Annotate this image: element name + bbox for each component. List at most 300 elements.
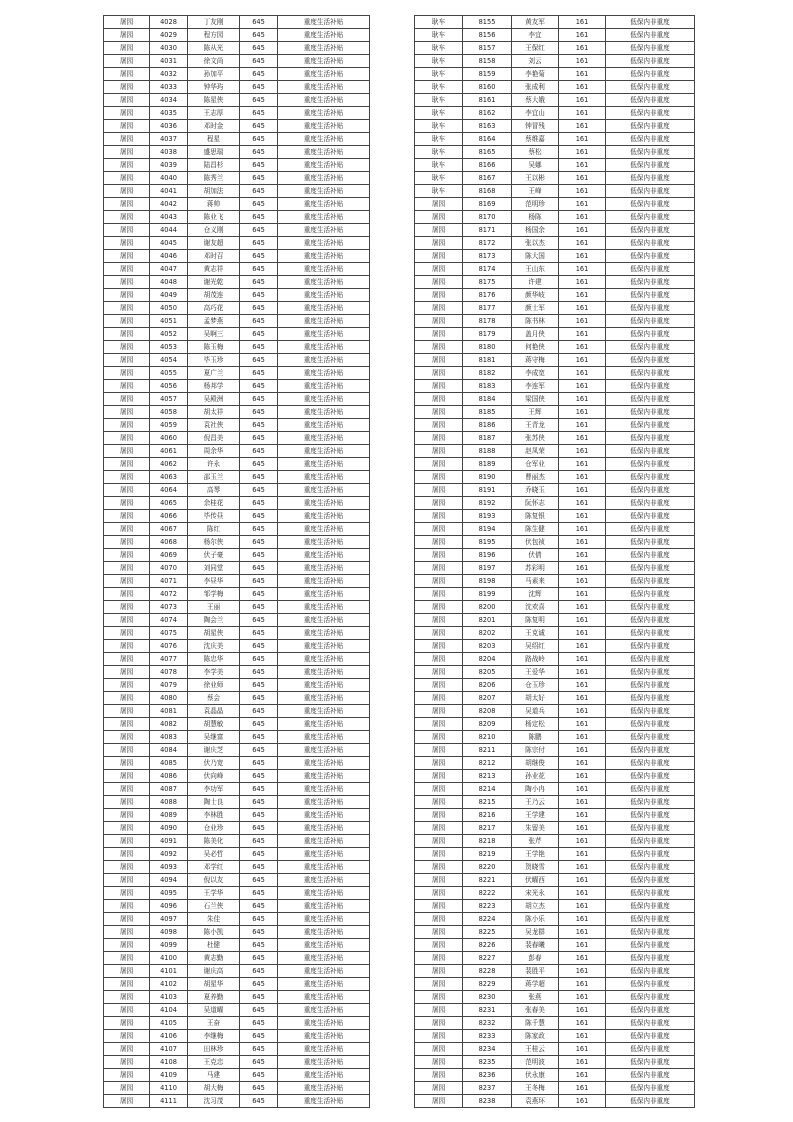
serial-cell: 4032 [150, 68, 188, 81]
serial-cell: 8182 [463, 367, 512, 380]
amount-cell: 645 [240, 848, 278, 861]
name-cell: 余桂花 [188, 497, 240, 510]
town-cell: 屠园 [415, 939, 463, 952]
name-cell: 仓义刚 [188, 224, 240, 237]
table-row [415, 666, 695, 679]
amount-cell: 645 [240, 796, 278, 809]
name-cell: 王青龙 [512, 419, 559, 432]
amount-cell: 161 [559, 211, 606, 224]
serial-cell: 8172 [463, 237, 512, 250]
serial-cell: 8197 [463, 562, 512, 575]
name-cell: 蔡松 [512, 146, 559, 159]
amount-cell: 645 [240, 81, 278, 94]
serial-cell: 4052 [150, 328, 188, 341]
category-cell: 低保内非重度 [606, 1069, 695, 1082]
table-row [104, 913, 370, 926]
category-cell: 重度生活补贴 [278, 783, 370, 796]
table-row [104, 29, 370, 42]
serial-cell: 4031 [150, 55, 188, 68]
serial-cell: 8229 [463, 978, 512, 991]
name-cell: 李继梅 [188, 1030, 240, 1043]
category-cell: 重度生活补贴 [278, 419, 370, 432]
name-cell: 张芹 [512, 835, 559, 848]
amount-cell: 161 [559, 640, 606, 653]
serial-cell: 4081 [150, 705, 188, 718]
name-cell: 刘云 [512, 55, 559, 68]
amount-cell: 645 [240, 484, 278, 497]
serial-cell: 8207 [463, 692, 512, 705]
serial-cell: 8168 [463, 185, 512, 198]
town-cell: 屠园 [104, 198, 150, 211]
name-cell: 杨陈 [512, 211, 559, 224]
table-row [415, 1069, 695, 1082]
town-cell: 屠园 [415, 328, 463, 341]
table-row [415, 419, 695, 432]
town-cell: 屠园 [104, 94, 150, 107]
table-row [415, 536, 695, 549]
amount-cell: 645 [240, 965, 278, 978]
category-cell: 重度生活补贴 [278, 172, 370, 185]
category-cell: 重度生活补贴 [278, 744, 370, 757]
category-cell: 重度生活补贴 [278, 471, 370, 484]
category-cell: 重度生活补贴 [278, 731, 370, 744]
category-cell: 低保内非重度 [606, 809, 695, 822]
town-cell: 屠园 [415, 445, 463, 458]
serial-cell: 8231 [463, 1004, 512, 1017]
amount-cell: 161 [559, 601, 606, 614]
serial-cell: 8225 [463, 926, 512, 939]
serial-cell: 4061 [150, 445, 188, 458]
serial-cell: 4088 [150, 796, 188, 809]
town-cell: 屠园 [104, 471, 150, 484]
category-cell: 重度生活补贴 [278, 1030, 370, 1043]
category-cell: 重度生活补贴 [278, 1056, 370, 1069]
town-cell: 屠园 [415, 588, 463, 601]
amount-cell: 645 [240, 653, 278, 666]
serial-cell: 8221 [463, 874, 512, 887]
name-cell: 吴必哲 [188, 848, 240, 861]
name-cell: 颜华岐 [512, 289, 559, 302]
amount-cell: 161 [559, 848, 606, 861]
town-cell: 耿车 [415, 16, 463, 29]
category-cell: 低保内非重度 [606, 315, 695, 328]
table-row [415, 380, 695, 393]
town-cell: 屠园 [104, 705, 150, 718]
table-row [415, 549, 695, 562]
name-cell: 夏广兰 [188, 367, 240, 380]
name-cell: 陶士良 [188, 796, 240, 809]
town-cell: 屠园 [104, 55, 150, 68]
table-row [104, 94, 370, 107]
name-cell: 蔡维嘉 [512, 133, 559, 146]
name-cell: 王奋 [188, 1017, 240, 1030]
category-cell: 重度生活补贴 [278, 926, 370, 939]
category-cell: 重度生活补贴 [278, 445, 370, 458]
town-cell: 屠园 [104, 731, 150, 744]
serial-cell: 8237 [463, 1082, 512, 1095]
town-cell: 屠园 [415, 302, 463, 315]
town-cell: 屠园 [415, 757, 463, 770]
serial-cell: 8198 [463, 575, 512, 588]
serial-cell: 4040 [150, 172, 188, 185]
table-row [415, 354, 695, 367]
serial-cell: 4072 [150, 588, 188, 601]
town-cell: 屠园 [415, 276, 463, 289]
table-row [104, 146, 370, 159]
name-cell: 倪以友 [188, 874, 240, 887]
name-cell: 彭春 [512, 952, 559, 965]
serial-cell: 4043 [150, 211, 188, 224]
serial-cell: 4060 [150, 432, 188, 445]
category-cell: 重度生活补贴 [278, 1043, 370, 1056]
town-cell: 屠园 [104, 887, 150, 900]
serial-cell: 8228 [463, 965, 512, 978]
name-cell: 李宜山 [512, 107, 559, 120]
name-cell: 邓学红 [188, 861, 240, 874]
table-row [415, 42, 695, 55]
table-row [104, 302, 370, 315]
serial-cell: 8171 [463, 224, 512, 237]
category-cell: 低保内非重度 [606, 601, 695, 614]
serial-cell: 4039 [150, 159, 188, 172]
town-cell: 屠园 [104, 367, 150, 380]
name-cell: 吴道曜 [188, 1004, 240, 1017]
category-cell: 低保内非重度 [606, 497, 695, 510]
table-row [104, 549, 370, 562]
serial-cell: 4070 [150, 562, 188, 575]
category-cell: 重度生活补贴 [278, 276, 370, 289]
category-cell: 低保内非重度 [606, 81, 695, 94]
table-row [104, 198, 370, 211]
category-cell: 重度生活补贴 [278, 315, 370, 328]
table-row [104, 289, 370, 302]
serial-cell: 4103 [150, 991, 188, 1004]
town-cell: 屠园 [104, 42, 150, 55]
name-cell: 王辉 [512, 406, 559, 419]
category-cell: 低保内非重度 [606, 978, 695, 991]
table-row [104, 133, 370, 146]
town-cell: 耿车 [415, 172, 463, 185]
name-cell: 田林珍 [188, 1043, 240, 1056]
category-cell: 重度生活补贴 [278, 432, 370, 445]
serial-cell: 8156 [463, 29, 512, 42]
table-row [415, 575, 695, 588]
town-cell: 屠园 [415, 419, 463, 432]
town-cell: 屠园 [104, 640, 150, 653]
name-cell: 胡茂连 [188, 289, 240, 302]
serial-cell: 4033 [150, 81, 188, 94]
category-cell: 低保内非重度 [606, 718, 695, 731]
amount-cell: 645 [240, 419, 278, 432]
table-row [104, 757, 370, 770]
amount-cell: 161 [559, 1095, 606, 1108]
serial-cell: 8232 [463, 1017, 512, 1030]
town-cell: 屠园 [104, 718, 150, 731]
town-cell: 屠园 [104, 1030, 150, 1043]
table-row [104, 965, 370, 978]
name-cell: 吴绍红 [512, 640, 559, 653]
name-cell: 范明波 [512, 1056, 559, 1069]
serial-cell: 8208 [463, 705, 512, 718]
town-cell: 屠园 [104, 302, 150, 315]
table-row [415, 809, 695, 822]
town-cell: 屠园 [104, 172, 150, 185]
amount-cell: 645 [240, 432, 278, 445]
category-cell: 低保内非重度 [606, 419, 695, 432]
table-row [104, 1043, 370, 1056]
town-cell: 屠园 [415, 770, 463, 783]
name-cell: 孙加平 [188, 68, 240, 81]
name-cell: 吴娜 [512, 159, 559, 172]
table-row [415, 614, 695, 627]
town-cell: 屠园 [104, 107, 150, 120]
serial-cell: 4085 [150, 757, 188, 770]
table-row [104, 692, 370, 705]
category-cell: 低保内非重度 [606, 887, 695, 900]
name-cell: 陈大国 [512, 250, 559, 263]
right-table-body [415, 16, 695, 1108]
name-cell: 吴道兵 [512, 705, 559, 718]
amount-cell: 161 [559, 107, 606, 120]
serial-cell: 8164 [463, 133, 512, 146]
category-cell: 低保内非重度 [606, 757, 695, 770]
serial-cell: 8235 [463, 1056, 512, 1069]
serial-cell: 8183 [463, 380, 512, 393]
category-cell: 低保内非重度 [606, 94, 695, 107]
table-row [415, 991, 695, 1004]
table-row [415, 445, 695, 458]
table-row [104, 393, 370, 406]
town-cell: 屠园 [104, 159, 150, 172]
town-cell: 屠园 [415, 237, 463, 250]
table-row [104, 484, 370, 497]
serial-cell: 8158 [463, 55, 512, 68]
amount-cell: 161 [559, 692, 606, 705]
table-row [104, 744, 370, 757]
table-row [415, 29, 695, 42]
serial-cell: 8226 [463, 939, 512, 952]
table-row [104, 562, 370, 575]
category-cell: 重度生活补贴 [278, 575, 370, 588]
amount-cell: 645 [240, 523, 278, 536]
name-cell: 袁燕环 [512, 1095, 559, 1108]
category-cell: 重度生活补贴 [278, 107, 370, 120]
serial-cell: 4089 [150, 809, 188, 822]
table-row [104, 991, 370, 1004]
name-cell: 夏养勤 [188, 991, 240, 1004]
serial-cell: 4049 [150, 289, 188, 302]
table-row [104, 354, 370, 367]
town-cell: 屠园 [415, 653, 463, 666]
name-cell: 高琴 [188, 484, 240, 497]
name-cell: 杨国余 [512, 224, 559, 237]
serial-cell: 8174 [463, 263, 512, 276]
table-row [104, 822, 370, 835]
amount-cell: 161 [559, 341, 606, 354]
category-cell: 重度生活补贴 [278, 16, 370, 29]
amount-cell: 645 [240, 926, 278, 939]
table-row [104, 809, 370, 822]
town-cell: 屠园 [415, 510, 463, 523]
serial-cell: 4036 [150, 120, 188, 133]
town-cell: 屠园 [415, 692, 463, 705]
amount-cell: 645 [240, 1030, 278, 1043]
table-row [415, 1030, 695, 1043]
category-cell: 低保内非重度 [606, 432, 695, 445]
table-row [415, 172, 695, 185]
amount-cell: 645 [240, 679, 278, 692]
town-cell: 屠园 [104, 315, 150, 328]
table-row [104, 341, 370, 354]
name-cell: 伏乃宽 [188, 757, 240, 770]
amount-cell: 645 [240, 16, 278, 29]
amount-cell: 161 [559, 458, 606, 471]
amount-cell: 645 [240, 367, 278, 380]
serial-cell: 4097 [150, 913, 188, 926]
town-cell: 屠园 [415, 458, 463, 471]
category-cell: 重度生活补贴 [278, 614, 370, 627]
name-cell: 王学华 [188, 887, 240, 900]
name-cell: 王山东 [512, 263, 559, 276]
table-row [415, 55, 695, 68]
table-row [415, 887, 695, 900]
serial-cell: 4063 [150, 471, 188, 484]
table-row [104, 211, 370, 224]
serial-cell: 8159 [463, 68, 512, 81]
serial-cell: 4028 [150, 16, 188, 29]
serial-cell: 8178 [463, 315, 512, 328]
category-cell: 低保内非重度 [606, 1043, 695, 1056]
amount-cell: 161 [559, 575, 606, 588]
town-cell: 屠园 [104, 16, 150, 29]
table-row [415, 263, 695, 276]
table-row [415, 796, 695, 809]
category-cell: 重度生活补贴 [278, 939, 370, 952]
name-cell: 李林胜 [188, 809, 240, 822]
amount-cell: 161 [559, 926, 606, 939]
amount-cell: 645 [240, 627, 278, 640]
category-cell: 低保内非重度 [606, 588, 695, 601]
name-cell: 蒋帅 [188, 198, 240, 211]
name-cell: 袁晶晶 [188, 705, 240, 718]
town-cell: 屠园 [104, 1017, 150, 1030]
serial-cell: 4069 [150, 549, 188, 562]
name-cell: 孙业花 [512, 770, 559, 783]
serial-cell: 8196 [463, 549, 512, 562]
town-cell: 屠园 [415, 848, 463, 861]
table-row [415, 848, 695, 861]
name-cell: 邹学梅 [188, 588, 240, 601]
table-row [415, 198, 695, 211]
serial-cell: 8217 [463, 822, 512, 835]
category-cell: 低保内非重度 [606, 744, 695, 757]
serial-cell: 4092 [150, 848, 188, 861]
table-row [104, 666, 370, 679]
table-row [104, 471, 370, 484]
serial-cell: 8155 [463, 16, 512, 29]
table-row [104, 1082, 370, 1095]
amount-cell: 161 [559, 770, 606, 783]
name-cell: 毕玉珍 [188, 354, 240, 367]
category-cell: 低保内非重度 [606, 302, 695, 315]
table-row [104, 939, 370, 952]
serial-cell: 4029 [150, 29, 188, 42]
category-cell: 低保内非重度 [606, 1056, 695, 1069]
town-cell: 屠园 [104, 549, 150, 562]
table-row [104, 68, 370, 81]
category-cell: 低保内非重度 [606, 848, 695, 861]
name-cell: 仓玉珍 [512, 679, 559, 692]
town-cell: 屠园 [104, 146, 150, 159]
name-cell: 蒋守梅 [512, 354, 559, 367]
category-cell: 低保内非重度 [606, 562, 695, 575]
category-cell: 重度生活补贴 [278, 900, 370, 913]
category-cell: 重度生活补贴 [278, 692, 370, 705]
serial-cell: 4071 [150, 575, 188, 588]
amount-cell: 161 [559, 874, 606, 887]
category-cell: 重度生活补贴 [278, 978, 370, 991]
town-cell: 屠园 [415, 861, 463, 874]
amount-cell: 645 [240, 42, 278, 55]
serial-cell: 8192 [463, 497, 512, 510]
name-cell: 毕传昼 [188, 510, 240, 523]
amount-cell: 645 [240, 1043, 278, 1056]
amount-cell: 645 [240, 198, 278, 211]
serial-cell: 8206 [463, 679, 512, 692]
town-cell: 屠园 [415, 263, 463, 276]
town-cell: 屠园 [104, 406, 150, 419]
amount-cell: 161 [559, 913, 606, 926]
category-cell: 重度生活补贴 [278, 224, 370, 237]
name-cell: 吴龙群 [512, 926, 559, 939]
name-cell: 胡立杰 [512, 900, 559, 913]
amount-cell: 161 [559, 198, 606, 211]
town-cell: 屠园 [415, 679, 463, 692]
category-cell: 低保内非重度 [606, 380, 695, 393]
amount-cell: 645 [240, 406, 278, 419]
category-cell: 低保内非重度 [606, 731, 695, 744]
name-cell: 谢友超 [188, 237, 240, 250]
amount-cell: 645 [240, 1082, 278, 1095]
category-cell: 重度生活补贴 [278, 484, 370, 497]
table-row [415, 965, 695, 978]
name-cell: 王志厚 [188, 107, 240, 120]
table-row [104, 705, 370, 718]
serial-cell: 4065 [150, 497, 188, 510]
amount-cell: 161 [559, 666, 606, 679]
name-cell: 何艳侠 [512, 341, 559, 354]
serial-cell: 4078 [150, 666, 188, 679]
amount-cell: 161 [559, 796, 606, 809]
serial-cell: 8230 [463, 991, 512, 1004]
amount-cell: 161 [559, 705, 606, 718]
serial-cell: 4096 [150, 900, 188, 913]
amount-cell: 645 [240, 328, 278, 341]
serial-cell: 8212 [463, 757, 512, 770]
name-cell: 伏曜西 [512, 874, 559, 887]
serial-cell: 8191 [463, 484, 512, 497]
town-cell: 耿车 [415, 68, 463, 81]
amount-cell: 161 [559, 627, 606, 640]
serial-cell: 4042 [150, 198, 188, 211]
category-cell: 重度生活补贴 [278, 705, 370, 718]
table-row [415, 1043, 695, 1056]
table-row [415, 81, 695, 94]
town-cell: 屠园 [415, 471, 463, 484]
amount-cell: 645 [240, 809, 278, 822]
category-cell: 低保内非重度 [606, 627, 695, 640]
amount-cell: 161 [559, 29, 606, 42]
